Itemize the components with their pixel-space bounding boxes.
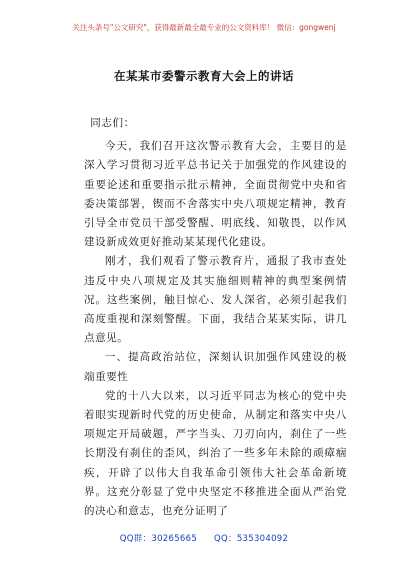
paragraph: 党的十八大以来，以习近平同志为核心的党中央着眼实现新时代党的历史使命，从制定和落实中央八项规定开局破题，严字当头、刀刃向内，刹住了一些长期没有刹住的歪风，纠治了一些多年未除的顽瘴痼疾，开辟了以伟大自我革命引领伟大社会革命新境界。这充分彰显了党中央坚定不移推进全面从严治党的决心和意志，也充分证明了	[84, 389, 347, 518]
document-title: 在某某市委警示教育大会上的讲话	[114, 69, 294, 83]
qq-text: QQ：535304092	[214, 534, 289, 544]
section-heading: 一、提高政治站位，深刻认识加强作风建设的极端重要性	[84, 351, 347, 383]
document-body	[84, 114, 347, 521]
header-banner: 关注头条号"公文研究"，获得最新最全最专业的公文资料库！ 微信：gongwenj	[72, 23, 336, 32]
salutation: 同志们：	[90, 117, 135, 129]
qq-group-text: QQ群：30265665	[119, 534, 198, 544]
paragraph: 刚才，我们观看了警示教育片，通报了我市查处违反中央八项规定及其实施细则精神的典型案例情况。这些案例，触目惊心、发人深省，必须引起我们高度重视和深刻警醒。下面，我结合某某实际，讲几点意见。	[84, 255, 347, 345]
footer-contact	[0, 532, 408, 544]
paragraph: 今天，我们召开这次警示教育大会，主要目的是深入学习贯彻习近平总书记关于加强党的作风建设的重要论述和重要指示批示精神，全面贯彻党中央和省委决策部署，锲而不舍落实中央八项规定精神，教育引导全市党员干部受警醒、明底线、知敬畏，以作风建设新成效更好推动某某现代化建设。	[84, 140, 347, 249]
